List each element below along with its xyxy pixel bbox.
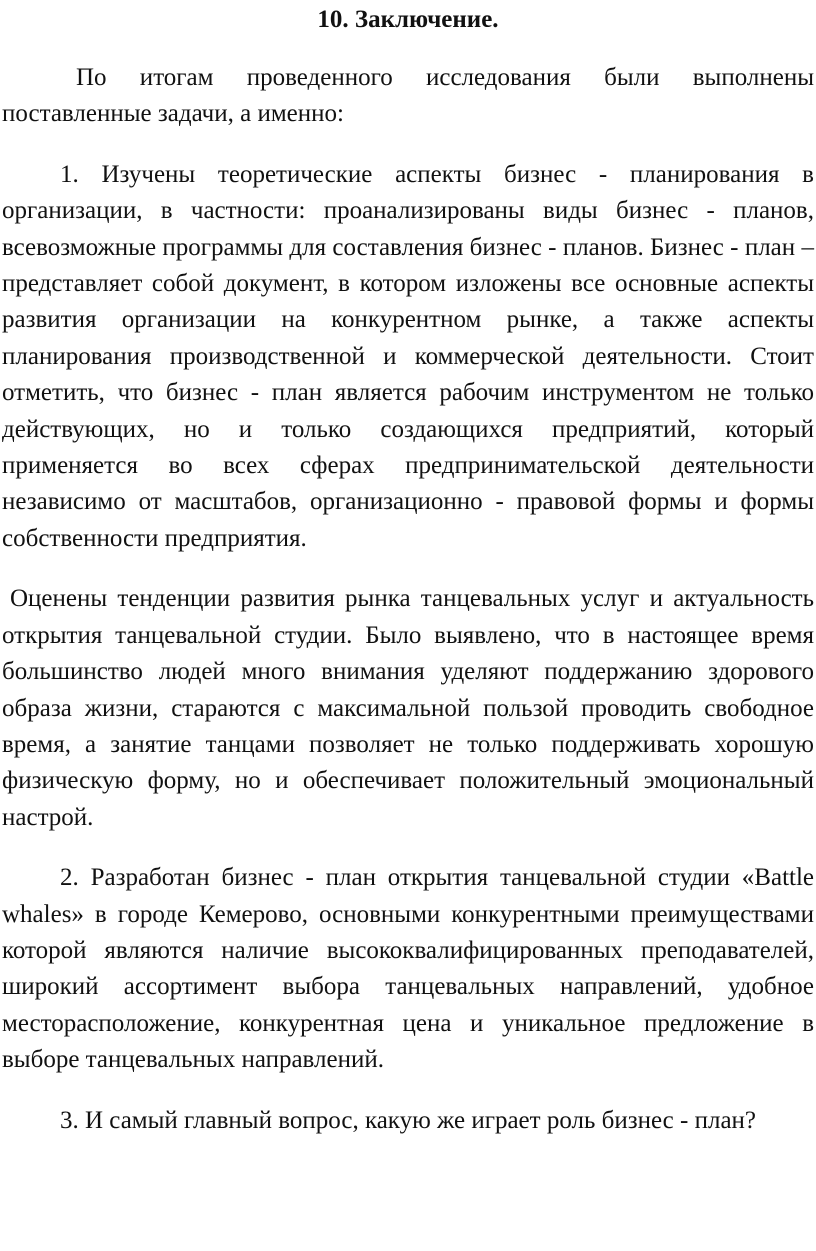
conclusion-item-2: 2. Разработан бизнес - план открытия танцевальной студии «Battle whales» в городе Кемерово, основными конкурентными преимуществами которой являются наличие высококвалифицированных преподавателей, широкий ассортимент выбора танцевальных направлений, удобное месторасположение, конкурентная цена и уникальное предложение в выборе танцевальных направлений. xyxy=(2,864,814,1074)
conclusion-item-1: 1. Изучены теоретические аспекты бизнес - планирования в организации, в частности: проанализированы виды бизнес - планов, всевозможные программы для составления бизнес - планов. Бизнес - план – представляет собой документ, в котором изложены все основные аспекты развития организации на конкурентном рынке, а также аспекты планирования производственной и коммерческой деятельности. Стоит отметить, что бизнес - план является рабочим инструментом не только действующих, но и только создающихся предприятий, который применяется во всех сферах предпринимательской деятельности независимо от масштабов, организационно - правовой формы и формы собственности предприятия. xyxy=(2,160,814,552)
page-title: 10. Заключение. xyxy=(317,6,499,33)
market-assessment-paragraph: Оценены тенденции развития рынка танцевальных услуг и актуальность открытия танцевальной студии. Было выявлено, что в настоящее время большинство людей много внимания уделяют поддержанию здорового образа жизни, стараются с максимальной пользой проводить свободное время, а занятие танцами позволяет не только поддерживать хорошую физическую форму, но и обеспечивает положительный эмоциональный настрой. xyxy=(2,585,814,831)
conclusion-item-3: 3. И самый главный вопрос, какую же играет роль бизнес - план? xyxy=(60,1106,757,1134)
intro-paragraph: По итогам проведенного исследования были выполнены поставленные задачи, а именно: xyxy=(2,64,814,128)
